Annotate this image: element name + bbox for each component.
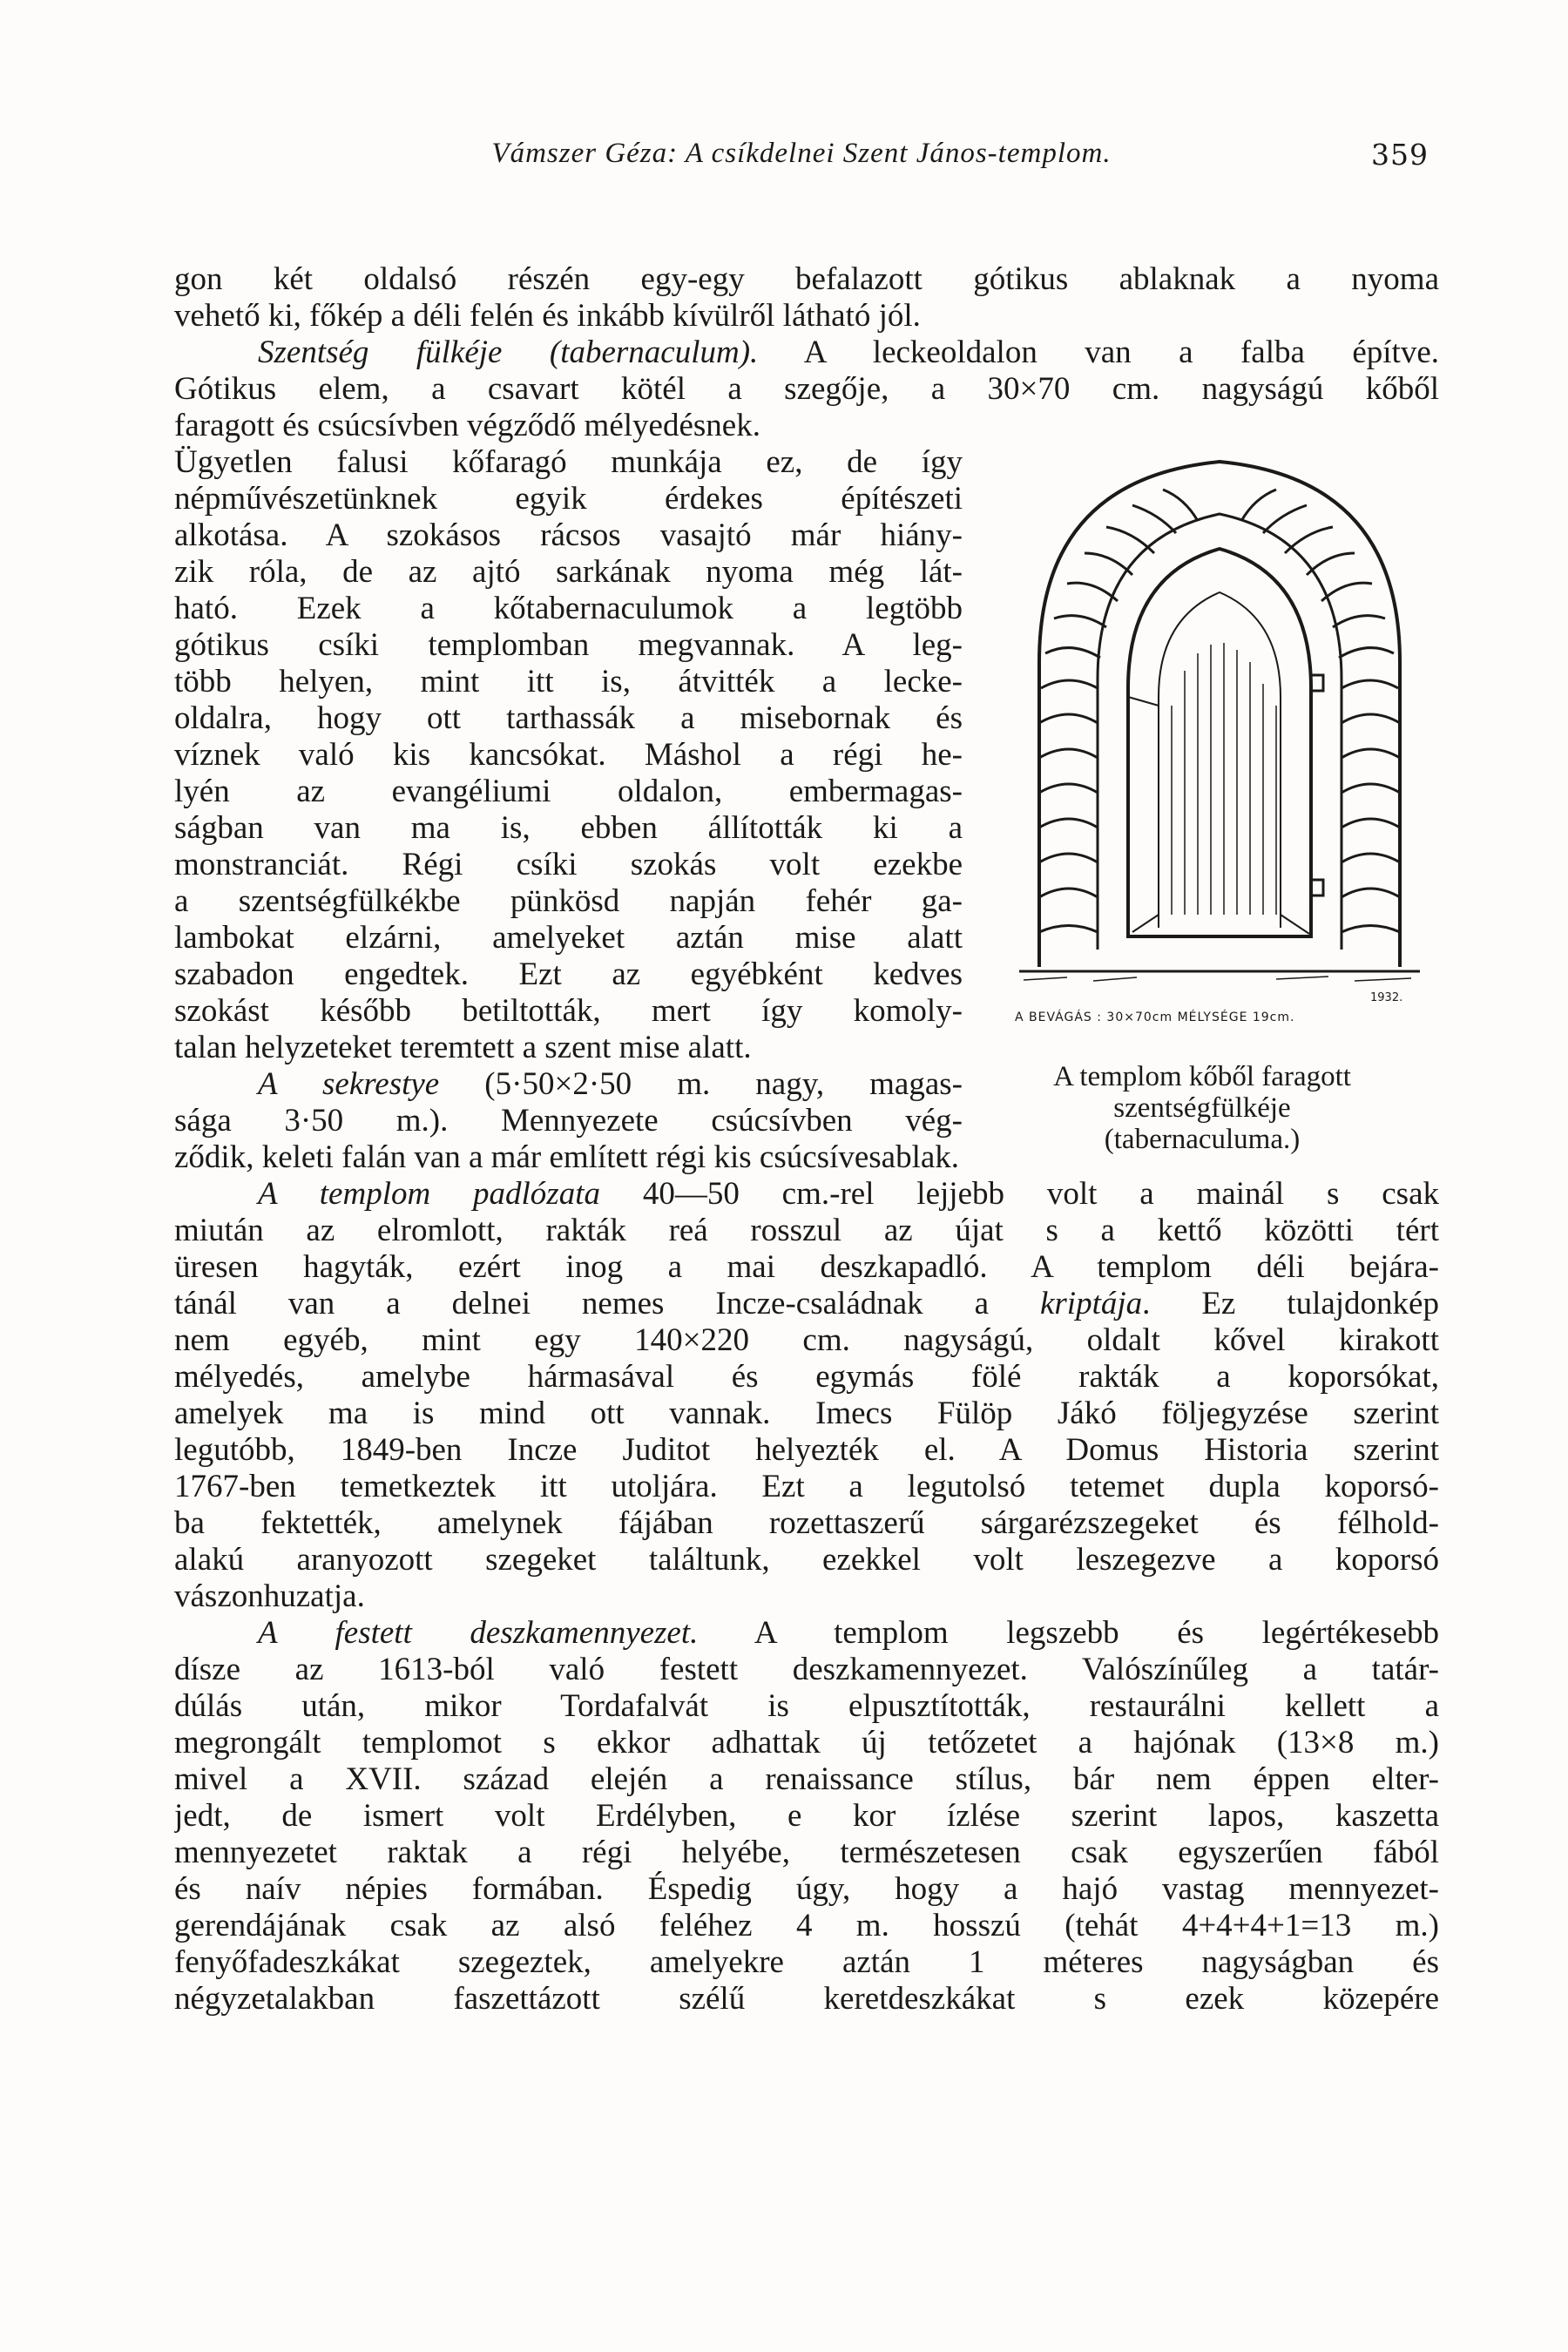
caption-line: szentségfülkéje: [1113, 1092, 1291, 1124]
line-text: megrongált templomot s ekkor adhattak új tetőzetet a hajónak (13×8 m.): [174, 1725, 1439, 1761]
line-text: ződik, keleti falán van a már említett régi kis csúcsívesablak.: [174, 1139, 960, 1175]
text-line: [174, 1578, 1439, 1615]
line-text: Ügyetlen falusi kőfaragó munkája ez, de így: [174, 444, 963, 480]
line-text: népművészetünknek egyik érdekes építészeti: [174, 481, 963, 517]
line-text: oldalra, hogy ott tarthassák a misebornak és: [174, 700, 963, 736]
line-text: gerendájának csak az alsó feléhez 4 m. hosszú (tehát 4+4+4+1=13 m.): [174, 1908, 1439, 1943]
page-number: 359: [1371, 138, 1429, 172]
line-text: zik róla, de az ajtó sarkának nyoma még lát-: [174, 554, 963, 590]
italic-heading: A sekrestye: [258, 1066, 440, 1102]
text-line: [174, 1396, 1439, 1432]
line-text: 1767-ben temetkeztek itt utoljára. Ezt a legutolsó tetemet dupla koporsó-: [174, 1469, 1439, 1504]
text-line: [174, 1944, 1439, 1981]
text-line: [174, 335, 1439, 371]
text-line: [174, 408, 1439, 444]
italic-heading: A festett deszkamennyezet.: [258, 1615, 699, 1651]
drawing-note: A BEVÁGÁS : 30×70cm MÉLYSÉGE 19cm.: [1015, 1010, 1295, 1024]
text-line: [174, 1286, 1439, 1322]
text-line: [174, 1981, 1439, 2017]
line-text: jedt, de ismert volt Erdélyben, e kor ízlése szerint lapos, kaszetta: [174, 1798, 1439, 1834]
line-text: mélyedés, amelybe hármasával és egymás fölé rakták a koporsókat,: [174, 1359, 1439, 1395]
text-line: [174, 810, 963, 847]
text-line: [174, 1652, 1439, 1688]
figure-caption: [989, 1061, 1416, 1155]
text-block-top: [174, 261, 1439, 444]
line-text: szokást később betiltották, mert így komoly-: [174, 993, 963, 1029]
text-line: [174, 1761, 1439, 1798]
line-text: mivel a XVII. század elején a renaissance stílus, bár nem éppen elter-: [174, 1761, 1439, 1797]
line-text: dúlás után, mikor Tordafalvát is elpusztították, restaurálni kellett a: [174, 1688, 1439, 1724]
italic-heading: Szentség fülkéje (tabernaculum).: [258, 335, 759, 370]
line-text: ságban van ma is, ebben állították ki a: [174, 810, 963, 846]
text-line: [174, 1908, 1439, 1944]
text-line: [174, 1505, 1439, 1542]
line-text: A leckeoldalon van a falba építve.: [758, 335, 1439, 370]
line-text: . Ez tulajdonkép: [1142, 1286, 1439, 1321]
page-header: [174, 138, 1429, 172]
text-line: [174, 517, 963, 554]
line-text: és naív népies formában. Éspedig úgy, hogy a hajó vastag mennyezet-: [174, 1871, 1439, 1907]
text-line: [174, 1249, 1439, 1286]
line-text: (5·50×2·50 m. nagy, magas-: [439, 1066, 963, 1102]
text-line: [174, 1542, 1439, 1578]
text-line: [174, 920, 963, 956]
italic-heading: A templom padlózata: [258, 1176, 600, 1212]
text-line: [174, 1432, 1439, 1469]
line-text: víznek való kis kancsókat. Máshol a régi he-: [174, 737, 963, 773]
line-text: gótikus csíki templomban megvannak. A leg-: [174, 627, 963, 663]
line-text: amelyek ma is mind ott vannak. Imecs Fülöp Jákó följegyzése szerint: [174, 1396, 1439, 1431]
line-text: fenyőfadeszkákat szegeztek, amelyekre aztán 1 méteres nagyságban és: [174, 1944, 1439, 1980]
line-text: lambokat elzárni, amelyeket aztán mise alatt: [174, 920, 963, 956]
text-line: [174, 627, 963, 664]
line-text: négyzetalakban faszettázott szélű keretdeszkákat s ezek közepére: [174, 1981, 1439, 2017]
text-line: [174, 1103, 963, 1139]
text-line: [174, 1469, 1439, 1505]
text-line: [174, 664, 963, 700]
tabernacle-drawing: [1015, 444, 1424, 1019]
text-line: [174, 371, 1439, 408]
text-line: [174, 956, 963, 993]
line-text: dísze az 1613-ból való festett deszkamennyezet. Valószínűleg a tatár-: [174, 1652, 1439, 1687]
drawing-year: 1932.: [1370, 991, 1403, 1004]
text-line: [174, 737, 963, 774]
line-text: üresen hagyták, ezért inog a mai deszkapadló. A templom déli bejára-: [174, 1249, 1439, 1285]
text-line: [174, 1066, 963, 1103]
text-line: [174, 883, 963, 920]
line-text: miután az elromlott, rakták reá rosszul az újat s a kettő közötti tért: [174, 1213, 1439, 1248]
text-line: [174, 993, 963, 1030]
caption-line: A templom kőből faragott: [1053, 1061, 1351, 1092]
line-text: a szentségfülkékbe pünkösd napján fehér ga-: [174, 883, 963, 919]
text-line: [174, 1030, 963, 1066]
text-line: [174, 1871, 1439, 1908]
text-line: [174, 1176, 1439, 1213]
line-text: ba fektették, amelynek fájában rozettaszerű sárgarézszegeket és félhold-: [174, 1505, 1439, 1541]
text-line: [174, 298, 1439, 335]
text-line: [174, 847, 963, 883]
text-line: [174, 591, 963, 627]
text-line: [174, 1798, 1439, 1835]
text-line: [174, 1725, 1439, 1761]
text-line: [174, 1322, 1439, 1359]
line-text: faragott és csúcsívben végződő mélyedésnek.: [174, 408, 760, 443]
line-text: vászonhuzatja.: [174, 1578, 365, 1614]
text-line: [174, 1615, 1439, 1652]
caption-line: (tabernaculuma.): [1104, 1124, 1301, 1155]
line-text: legutóbb, 1849-ben Incze Juditot helyezték el. A Domus Historia szerint: [174, 1432, 1439, 1468]
line-text: vehető ki, főkép a déli felén és inkább kívülről látható jól.: [174, 298, 921, 334]
line-text: sága 3·50 m.). Mennyezete csúcsívben vég-: [174, 1103, 963, 1139]
text-line: [174, 554, 963, 591]
text-block-wrapped: [174, 444, 963, 1139]
text-line: [174, 700, 963, 737]
line-text: A templom legszebb és legértékesebb: [698, 1615, 1439, 1651]
text-line: [174, 481, 963, 517]
text-block-bottom: [174, 1139, 1439, 2017]
text-line: [174, 774, 963, 810]
line-text: monstranciát. Régi csíki szokás volt ezekbe: [174, 847, 963, 882]
italic-term: kriptája: [1039, 1286, 1143, 1321]
line-text: tánál van a delnei nemes Incze-családnak a: [174, 1286, 1040, 1321]
line-text: gon két oldalsó részén egy-egy befalazott gótikus ablaknak a nyoma: [174, 261, 1439, 297]
line-text: 40—50 cm.-rel lejjebb volt a mainál s csak: [600, 1176, 1439, 1212]
tabernacle-figure: [1015, 444, 1424, 1054]
line-text: lyén az evangéliumi oldalon, embermagas-: [174, 774, 963, 809]
line-text: alakú aranyozott szegeket találtunk, ezekkel volt leszegezve a koporsó: [174, 1542, 1439, 1578]
text-line: [174, 1213, 1439, 1249]
line-text: ható. Ezek a kőtabernaculumok a legtöbb: [174, 591, 963, 626]
text-line: [174, 1688, 1439, 1725]
text-line: [174, 261, 1439, 298]
running-title: Vámszer Géza: A csíkdelnei Szent János-templom.: [491, 138, 1112, 169]
line-text: alkotása. A szokásos rácsos vasajtó már hiány-: [174, 517, 963, 553]
line-text: több helyen, mint itt is, átvitték a lecke-: [174, 664, 963, 700]
text-line: [174, 1359, 1439, 1396]
line-text: mennyezetet raktak a régi helyébe, természetesen csak egyszerűen fából: [174, 1835, 1439, 1870]
line-text: Gótikus elem, a csavart kötél a szegője, a 30×70 cm. nagyságú kőből: [174, 371, 1439, 407]
line-text: talan helyzeteket teremtett a szent mise alatt.: [174, 1030, 752, 1065]
line-text: nem egyéb, mint egy 140×220 cm. nagyságú, oldalt kővel kirakott: [174, 1322, 1439, 1358]
text-line: [174, 444, 963, 481]
line-text: szabadon engedtek. Ezt az egyébként kedves: [174, 956, 963, 992]
text-line: [174, 1835, 1439, 1871]
